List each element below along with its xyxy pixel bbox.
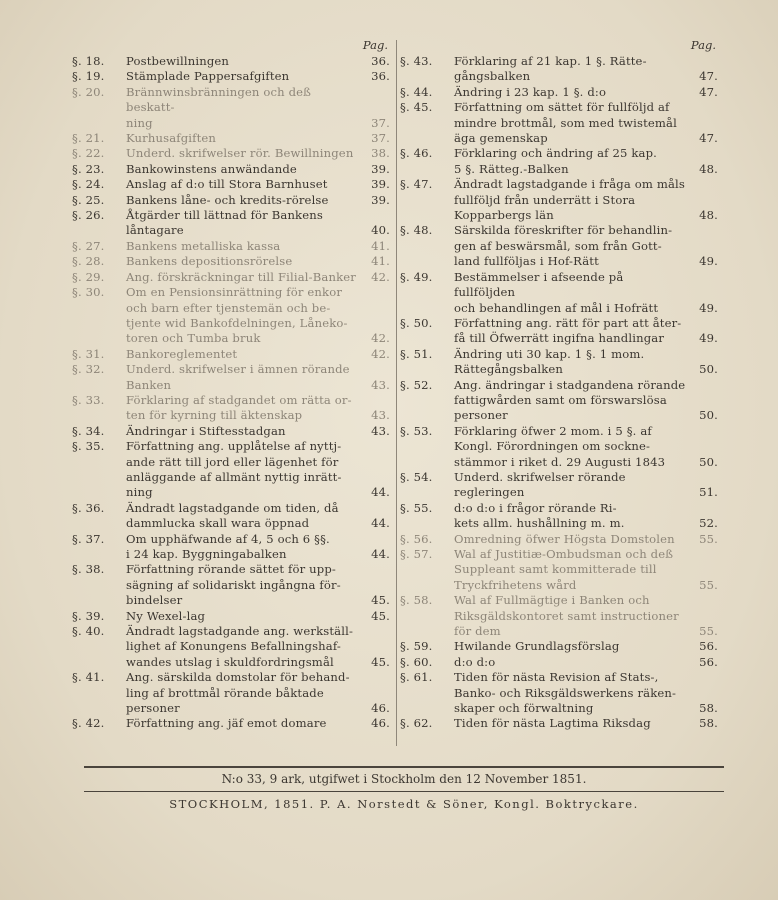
toc-entry xyxy=(72,285,390,347)
section-number: §. 25. xyxy=(72,192,105,207)
toc-entry xyxy=(400,593,718,639)
page-number: 45. xyxy=(371,608,390,623)
section-title: Ny Wexel-lag xyxy=(126,608,206,623)
page-number: 49. xyxy=(699,254,718,269)
toc-entry xyxy=(400,177,718,223)
toc-entry xyxy=(72,162,390,177)
toc-entry xyxy=(400,347,718,378)
issue-line: N:o 33, 9 ark, utgifwet i Stockholm den 12 November 1851. xyxy=(221,772,587,786)
page-number: 40. xyxy=(371,223,390,238)
page-number: 55. xyxy=(699,577,718,592)
page-number: 55. xyxy=(699,624,718,639)
page-number: 36. xyxy=(371,69,390,84)
section-number: §. 48. xyxy=(400,223,433,238)
page-number: 55. xyxy=(699,531,718,546)
footer-rule-top xyxy=(84,766,724,768)
section-title: Förklaring och ändring af 25 kap. 5 §. Rätteg.-Balken xyxy=(454,146,657,176)
section-number: §. 26. xyxy=(72,208,105,223)
toc-entry xyxy=(72,270,390,285)
section-title: Postbewillningen xyxy=(126,54,230,68)
toc-entry xyxy=(400,378,718,424)
page-number: 45. xyxy=(371,654,390,669)
page-number: 36. xyxy=(371,54,390,68)
toc-entry xyxy=(400,470,718,501)
section-number: §. 30. xyxy=(72,285,105,300)
page-number: 58. xyxy=(699,701,718,716)
page-number: 49. xyxy=(699,331,718,346)
page-number: 56. xyxy=(699,654,718,669)
section-number: §. 59. xyxy=(400,639,433,654)
page-number: 45. xyxy=(371,593,390,608)
section-number: §. 57. xyxy=(400,547,433,561)
section-title: d:o d:o i frågor rörande Ri- kets allm. hushållning m. m. xyxy=(454,500,625,531)
section-title: Om upphäfwande af 4, 5 och 6 §§. i 24 kap. Byggningabalken xyxy=(126,531,330,561)
right-entry-list xyxy=(400,54,718,732)
toc-entry xyxy=(72,254,390,269)
page-number: 44. xyxy=(371,485,390,500)
section-title: Tiden för nästa Lagtima Riksdag xyxy=(454,716,651,731)
section-number: §. 21. xyxy=(72,131,105,146)
section-title: Om en Pensionsinrättning för enkor och barn efter tjenstemän och be- tjente wid Bankofdelningen, Låneko- toren och Tumba bruk xyxy=(126,285,348,346)
section-title: Förklaring öfwer 2 mom. i 5 §. af Kongl. Förordningen om sockne- stämmor i riket d. 29 Augusti 1843 xyxy=(454,423,666,469)
toc-entry xyxy=(72,146,390,161)
page-number: 48. xyxy=(699,161,718,176)
section-number: §. 42. xyxy=(72,716,105,731)
toc-entry xyxy=(72,54,390,69)
toc-entry xyxy=(400,424,718,470)
section-title: Wal af Fullmägtige i Banken och Riksgäldskontoret samt instructioner för dem xyxy=(454,593,679,639)
section-number: §. 27. xyxy=(72,238,105,253)
section-number: §. 18. xyxy=(72,54,105,68)
toc-entry xyxy=(400,532,718,547)
section-title: Ändring uti 30 kap. 1 §. 1 mom. Rättegångsbalken xyxy=(454,346,645,377)
page-number: 50. xyxy=(699,362,718,377)
toc-entry xyxy=(72,208,390,239)
toc-entry xyxy=(400,639,718,654)
section-number: §. 38. xyxy=(72,562,105,577)
toc-entry xyxy=(72,439,390,501)
section-title: Bankowinstens anwändande xyxy=(126,161,297,176)
section-title: Författning om sättet för fullföljd af mindre brottmål, som med twistemål äga gemenskap xyxy=(454,100,677,146)
section-title: Underd. skrifwelser rör. Bewillningen xyxy=(126,146,354,161)
page-number: 41. xyxy=(371,254,390,269)
toc-entry xyxy=(72,131,390,146)
toc-entry xyxy=(72,424,390,439)
section-number: §. 28. xyxy=(72,254,105,269)
toc-entry xyxy=(72,501,390,532)
section-number: §. 36. xyxy=(72,500,105,515)
section-number: §. 55. xyxy=(400,500,433,515)
page-number: 38. xyxy=(371,146,390,161)
page-number: 44. xyxy=(371,516,390,531)
section-number: §. 46. xyxy=(400,146,433,161)
toc-entry xyxy=(72,177,390,192)
toc-entry xyxy=(72,239,390,254)
section-title: Författning rörande sättet för upp- sägning af solidariskt ingångna för- bindelser xyxy=(126,562,341,608)
page-number: 42. xyxy=(371,331,390,346)
section-number: §. 50. xyxy=(400,315,433,330)
section-title: Ang. förskräckningar till Filial-Banker xyxy=(126,269,356,284)
toc-entry xyxy=(72,624,390,670)
section-number: §. 39. xyxy=(72,608,105,623)
toc-entry xyxy=(72,670,390,716)
section-title: Författning ang. jäf emot domare xyxy=(126,716,327,731)
section-number: §. 44. xyxy=(400,84,433,99)
section-number: §. 56. xyxy=(400,531,433,546)
toc-entry xyxy=(72,532,390,563)
toc-entry xyxy=(400,670,718,716)
toc-entry xyxy=(400,501,718,532)
section-number: §. 23. xyxy=(72,161,105,176)
toc-entry xyxy=(400,100,718,146)
page-number: 37. xyxy=(371,131,390,146)
section-title: Hwilande Grundlagsförslag xyxy=(454,639,620,654)
section-number: §. 33. xyxy=(72,392,105,407)
section-number: §. 53. xyxy=(400,423,433,438)
section-number: §. 43. xyxy=(400,54,433,68)
section-title: Ändradt lagstadgande i fråga om måls fullföljd från underrätt i Stora Kopparbergs län xyxy=(454,177,686,223)
page-number: 46. xyxy=(371,701,390,716)
toc-entry xyxy=(400,547,718,593)
left-column xyxy=(72,38,390,732)
section-number: §. 51. xyxy=(400,346,433,361)
section-title: Tiden för nästa Revision af Stats-, Banko- och Riksgäldswerkens räken- skaper och förwaltning xyxy=(454,670,677,716)
section-number: §. 47. xyxy=(400,177,433,192)
section-number: §. 62. xyxy=(400,716,433,731)
section-title: Kurhusafgiften xyxy=(126,131,217,146)
section-title: Bestämmelser i afseende på fullföljden och behandlingen af mål i Hofrätt xyxy=(454,269,659,315)
section-title: Förklaring af stadgandet om rätta or- ten för kyrning till äktenskap xyxy=(126,392,352,423)
page-number: 39. xyxy=(371,161,390,176)
toc-entry xyxy=(72,362,390,393)
page-number: 43. xyxy=(371,377,390,392)
toc-entry xyxy=(72,609,390,624)
section-number: §. 19. xyxy=(72,69,105,84)
left-pag-header: Pag. xyxy=(362,38,388,52)
page-number: 42. xyxy=(371,346,390,361)
section-number: §. 58. xyxy=(400,593,433,608)
section-number: §. 61. xyxy=(400,670,433,685)
page-number: 48. xyxy=(699,208,718,223)
section-title: Ang. ändringar i stadgandena rörande fattigwården samt om förswarslösa personer xyxy=(454,377,686,423)
toc-entry xyxy=(400,270,718,316)
toc-entry xyxy=(72,69,390,84)
section-number: §. 22. xyxy=(72,146,105,161)
section-title: Författning ang. upplåtelse af nyttj- ande rätt till jord eller lägenhet för anläggande af allmänt nyttig inrätt- ning xyxy=(126,439,342,500)
page-number: 50. xyxy=(699,408,718,423)
section-title: Bankens depositionsrörelse xyxy=(126,254,293,269)
page-number: 50. xyxy=(699,454,718,469)
section-number: §. 35. xyxy=(72,439,105,454)
section-number: §. 32. xyxy=(72,362,105,377)
section-title: Underd. skrifwelser rörande regleringen xyxy=(454,469,626,500)
section-title: Omredning öfwer Högsta Domstolen xyxy=(454,531,675,546)
section-title: Författning ang. rätt för part att åter- få till Öfwerrätt ingifna handlingar xyxy=(454,315,682,346)
page-number: 51. xyxy=(699,485,718,500)
page-number: 44. xyxy=(371,547,390,561)
page-number: 47. xyxy=(699,84,718,99)
section-title: Särskilda föreskrifter för behandlin- gen af beswärsmål, som från Gott- land fullföljas i Hof-Rätt xyxy=(454,223,673,269)
section-number: §. 31. xyxy=(72,346,105,361)
column-divider xyxy=(396,40,397,746)
right-column xyxy=(400,38,718,732)
section-number: §. 45. xyxy=(400,100,433,115)
footer-rule-middle xyxy=(84,791,724,792)
section-title: Underd. skrifwelser i ämnen rörande Banken xyxy=(126,362,350,392)
left-entry-list xyxy=(72,54,390,732)
toc-entry xyxy=(72,193,390,208)
page-number: 46. xyxy=(371,716,390,731)
section-number: §. 37. xyxy=(72,531,105,546)
section-title: Förklaring af 21 kap. 1 §. Rätte- gångsbalken xyxy=(454,54,647,84)
page-number: 47. xyxy=(699,69,718,84)
section-title: Ändradt lagstadgande om tiden, då dammlucka skall wara öppnad xyxy=(126,500,339,531)
section-title: Stämplade Pappersafgiften xyxy=(126,69,290,84)
section-title: Ang. särskilda domstolar för behand- ling af brottmål rörande båktade personer xyxy=(126,670,350,716)
section-title: Ändringar i Stiftesstadgan xyxy=(126,423,286,438)
page-number: 52. xyxy=(699,516,718,531)
section-number: §. 52. xyxy=(400,377,433,392)
toc-entry xyxy=(400,146,718,177)
page-number: 39. xyxy=(371,192,390,207)
section-number: §. 49. xyxy=(400,269,433,284)
toc-entry xyxy=(400,54,718,85)
page-number: 47. xyxy=(699,131,718,146)
printer-line: STOCKHOLM, 1851. P. A. Norstedt & Söner, Kongl. Boktryckare. xyxy=(169,797,639,811)
page-number: 43. xyxy=(371,423,390,438)
toc-entry xyxy=(400,316,718,347)
page-number: 42. xyxy=(371,269,390,284)
toc-entry xyxy=(72,347,390,362)
toc-entry xyxy=(72,716,390,731)
section-number: §. 34. xyxy=(72,423,105,438)
page-number: 41. xyxy=(371,238,390,253)
page-number: 37. xyxy=(371,115,390,130)
section-number: §. 29. xyxy=(72,269,105,284)
section-title: Wal af Justitiæ-Ombudsman och deß Suppleant samt kommitterade till Tryckfrihetens wård xyxy=(454,547,674,592)
toc-entry xyxy=(400,655,718,670)
page-number: 58. xyxy=(699,716,718,731)
section-title: Brännwinsbränningen och deß beskatt- ning xyxy=(126,84,312,130)
section-title: Anslag af d:o till Stora Barnhuset xyxy=(126,177,328,192)
toc-entry xyxy=(72,562,390,608)
section-title: Ändring i 23 kap. 1 §. d:o xyxy=(454,84,607,99)
page-number: 43. xyxy=(371,408,390,423)
section-title: Bankoreglementet xyxy=(126,346,238,361)
section-number: §. 54. xyxy=(400,469,433,484)
section-number: §. 40. xyxy=(72,624,105,639)
section-number: §. 24. xyxy=(72,177,105,192)
right-pag-header: Pag. xyxy=(690,38,716,52)
section-title: Åtgärder till lättnad för Bankens låntagare xyxy=(126,208,323,238)
toc-entry xyxy=(400,716,718,731)
section-title: Bankens låne- och kredits-rörelse xyxy=(126,192,329,207)
toc-entry xyxy=(400,223,718,269)
section-title: Bankens metalliska kassa xyxy=(126,238,281,253)
page-number: 39. xyxy=(371,177,390,192)
section-number: §. 41. xyxy=(72,670,105,685)
page-number: 49. xyxy=(699,300,718,315)
page-number: 56. xyxy=(699,639,718,654)
section-number: §. 60. xyxy=(400,654,433,669)
toc-entry xyxy=(400,85,718,100)
toc-entry xyxy=(72,393,390,424)
section-number: §. 20. xyxy=(72,84,105,99)
section-title: d:o d:o xyxy=(454,654,496,669)
section-title: Ändradt lagstadgande ang. werkställ- lighet af Konungens Befallningshaf- wandes utslag i skuldfordringsmål xyxy=(126,624,354,669)
toc-entry xyxy=(72,85,390,131)
